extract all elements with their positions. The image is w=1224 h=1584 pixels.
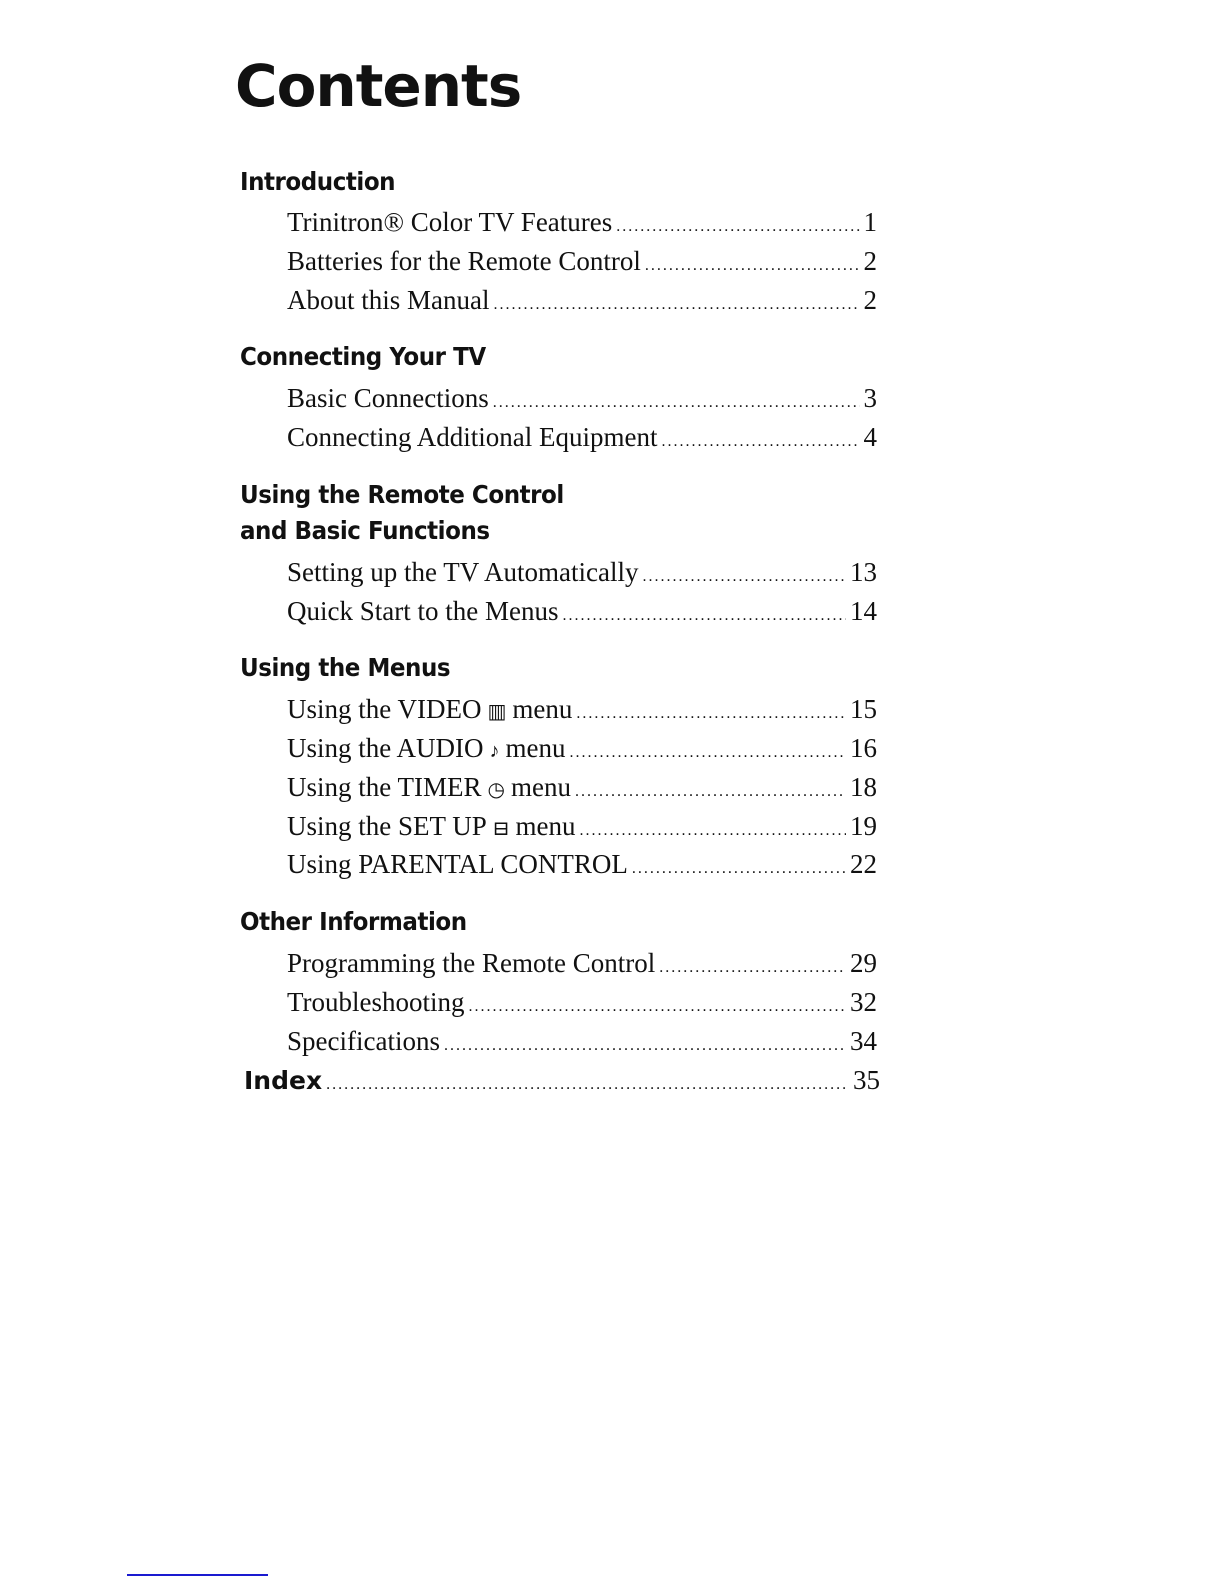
toc-entry[interactable] xyxy=(287,381,877,420)
page-number: 2 xyxy=(863,285,877,315)
toc-entry-index[interactable] xyxy=(244,1063,880,1102)
page-number: 13 xyxy=(850,557,877,587)
dot-leader xyxy=(616,210,859,244)
entry-label-suffix: menu xyxy=(515,811,576,841)
dot-leader xyxy=(326,1068,849,1102)
page-number: 14 xyxy=(850,596,877,626)
entry-label-suffix: menu xyxy=(512,694,573,724)
entry-label: Quick Start to the Menus xyxy=(287,596,559,626)
page-number: 32 xyxy=(850,987,877,1017)
section-heading: Using the Remote Control xyxy=(240,480,564,509)
page-title: Contents xyxy=(235,52,522,120)
dot-leader xyxy=(659,951,846,985)
entry-label-suffix: menu xyxy=(510,772,571,802)
dot-leader xyxy=(661,425,859,459)
page-number: 22 xyxy=(850,849,877,879)
entry-label: Connecting Additional Equipment xyxy=(287,422,658,452)
section-heading: Introduction xyxy=(240,167,396,196)
dot-leader xyxy=(642,560,846,594)
dot-leader xyxy=(645,249,860,283)
entry-label: Using the TIMER xyxy=(287,772,482,802)
entry-label: Using the SET UP xyxy=(287,811,487,841)
toc-entry[interactable] xyxy=(287,770,877,809)
page-number: 1 xyxy=(863,207,877,237)
toc-entry[interactable] xyxy=(287,809,877,848)
video-menu-icon: ▥ xyxy=(487,701,507,723)
entry-label: Batteries for the Remote Control xyxy=(287,246,641,276)
entry-label: Specifications xyxy=(287,1026,440,1056)
entry-label: About this Manual xyxy=(287,285,490,315)
toolbox-icon: ⊟ xyxy=(492,818,510,840)
section-heading: Other Information xyxy=(240,907,467,936)
toc-entry[interactable] xyxy=(287,555,877,594)
music-note-icon: ♪ xyxy=(489,740,500,762)
dot-leader xyxy=(493,386,860,420)
dot-leader xyxy=(576,697,846,731)
clock-icon: ◷ xyxy=(487,779,505,801)
page-number: 4 xyxy=(863,422,877,452)
dot-leader xyxy=(494,288,860,322)
entry-label: Index xyxy=(244,1066,323,1095)
entry-label: Using PARENTAL CONTROL xyxy=(287,849,628,879)
toc-entry[interactable] xyxy=(287,420,877,459)
entry-label: Using the VIDEO xyxy=(287,694,482,724)
section-heading: Using the Menus xyxy=(240,653,451,682)
toc-entry[interactable] xyxy=(287,692,877,731)
entry-label: Trinitron® Color TV Features xyxy=(287,207,613,237)
page-number: 34 xyxy=(850,1026,877,1056)
page-number: 15 xyxy=(850,694,877,724)
entry-label-suffix: menu xyxy=(505,733,566,763)
dot-leader xyxy=(575,775,846,809)
toc-entry[interactable] xyxy=(287,205,877,244)
page-number: 29 xyxy=(850,948,877,978)
entry-label: Programming the Remote Control xyxy=(287,948,656,978)
footer-rule xyxy=(127,1574,268,1576)
page-number: 35 xyxy=(853,1065,880,1095)
toc-entry[interactable] xyxy=(287,283,877,322)
toc-entry[interactable] xyxy=(287,244,877,283)
entry-label: Using the AUDIO xyxy=(287,733,484,763)
dot-leader xyxy=(562,599,846,633)
toc-entry[interactable] xyxy=(287,731,877,770)
dot-leader xyxy=(632,852,846,886)
toc-entry[interactable] xyxy=(287,1024,877,1063)
page-number: 19 xyxy=(850,811,877,841)
page-number: 16 xyxy=(850,733,877,763)
page-number: 18 xyxy=(850,772,877,802)
toc-entry[interactable] xyxy=(287,985,877,1024)
toc-entry[interactable] xyxy=(287,594,877,633)
dot-leader xyxy=(444,1029,846,1063)
toc-entry[interactable] xyxy=(287,946,877,985)
toc-entry[interactable] xyxy=(287,847,877,886)
dot-leader xyxy=(469,990,846,1024)
section-heading: Connecting Your TV xyxy=(240,342,486,371)
page-number: 3 xyxy=(863,383,877,413)
entry-label: Basic Connections xyxy=(287,383,489,413)
dot-leader xyxy=(570,736,847,770)
entry-label: Troubleshooting xyxy=(287,987,465,1017)
entry-label: Setting up the TV Automatically xyxy=(287,557,639,587)
page-number: 2 xyxy=(863,246,877,276)
dot-leader xyxy=(580,814,846,848)
section-heading: and Basic Functions xyxy=(240,516,490,545)
